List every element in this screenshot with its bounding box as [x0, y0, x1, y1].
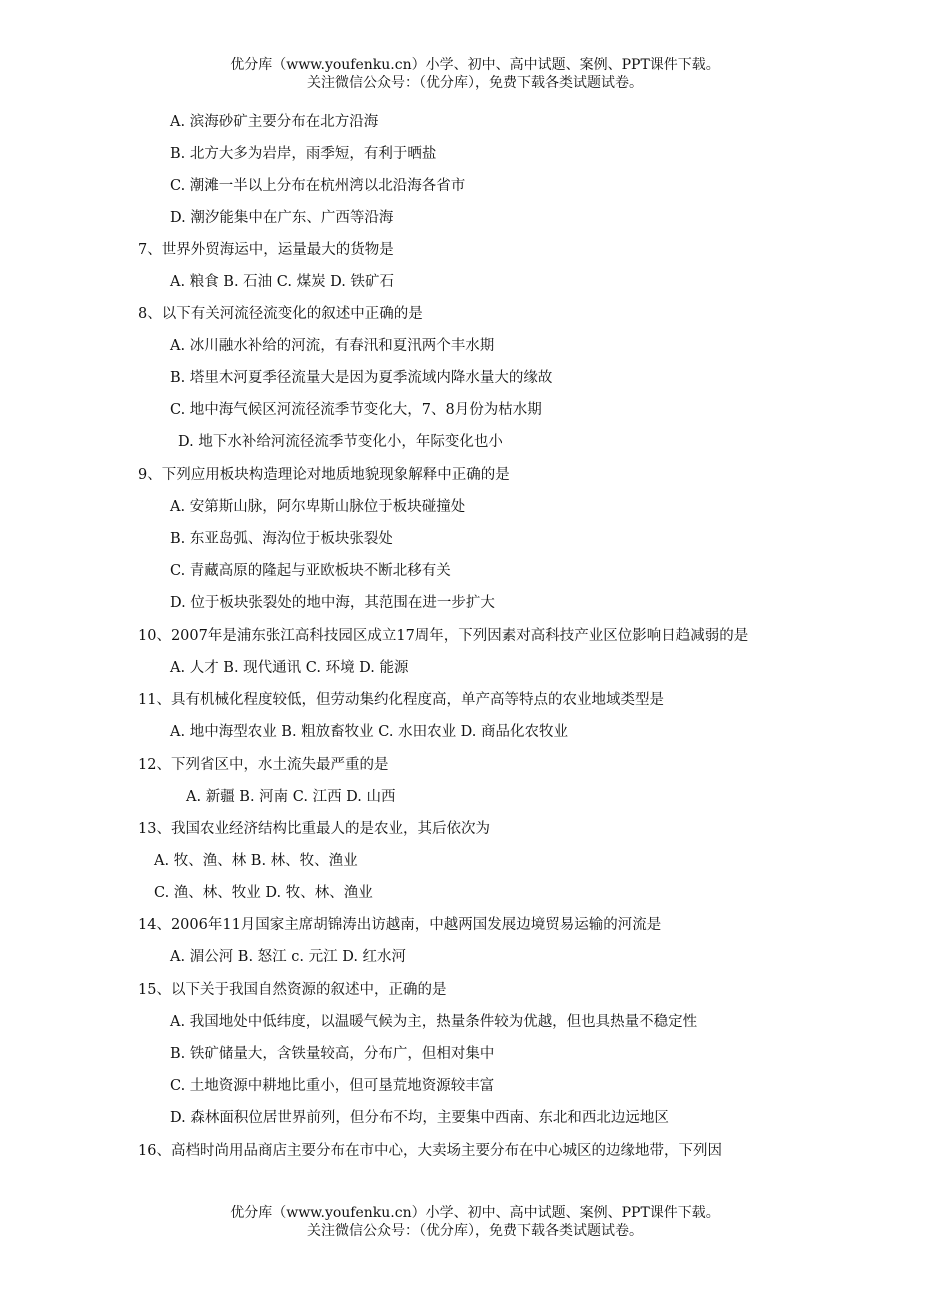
question-10-options: A. 人才 B. 现代通讯 C. 环境 D. 能源 — [170, 660, 409, 676]
option-line: A. 冰川融水补给的河流，有春汛和夏汛两个丰水期 — [170, 338, 495, 354]
option-line: B. 北方大多为岩岸，雨季短，有利于晒盐 — [170, 146, 437, 162]
question-9: 9、下列应用板块构造理论对地质地貌现象解释中正确的是 — [138, 467, 510, 483]
question-13: 13、我国农业经济结构比重最人的是农业，其后依次为 — [138, 821, 490, 837]
question-8: 8、以下有关河流径流变化的叙述中正确的是 — [138, 306, 423, 322]
option-line: B. 塔里木河夏季径流量大是因为夏季流域内降水量大的缘故 — [170, 370, 553, 386]
option-line: D. 位于板块张裂处的地中海，其范围在进一步扩大 — [170, 595, 495, 611]
question-16: 16、高档时尚用品商店主要分布在市中心，大卖场主要分布在中心城区的边缘地带，下列因 — [138, 1143, 722, 1159]
option-line: B. 铁矿储量大，含铁量较高，分布广，但相对集中 — [170, 1046, 495, 1062]
option-line: A. 安第斯山脉，阿尔卑斯山脉位于板块碰撞处 — [170, 499, 466, 515]
question-14-options: A. 湄公河 B. 怒江 c. 元江 D. 红水河 — [170, 949, 407, 965]
question-14: 14、2006年11月国家主席胡锦涛出访越南，中越两国发展边境贸易运输的河流是 — [138, 917, 662, 933]
question-12: 12、下列省区中，水土流失最严重的是 — [138, 757, 389, 773]
question-7: 7、世界外贸海运中，运量最大的货物是 — [138, 242, 394, 258]
footer-line-1: 优分库（www.youfenku.cn）小学、初中、高中试题、案例、PPT课件下载。 — [230, 1205, 720, 1221]
footer-line-2: 关注微信公众号：（优分库），免费下载各类试题试卷。 — [307, 1223, 643, 1239]
question-10: 10、2007年是浦东张江高科技园区成立17周年，下列因素对高科技产业区位影响日趋减弱的是 — [138, 628, 749, 644]
page-footer — [0, 1204, 950, 1240]
question-11: 11、具有机械化程度较低，但劳动集约化程度高，单产高等特点的农业地域类型是 — [138, 692, 664, 708]
header-line-1: 优分库（www.youfenku.cn）小学、初中、高中试题、案例、PPT课件下载。 — [230, 57, 720, 73]
option-line: D. 地下水补给河流径流季节变化小，年际变化也小 — [178, 434, 503, 450]
option-line: D. 潮汐能集中在广东、广西等沿海 — [170, 210, 394, 226]
question-13-options-1: A. 牧、渔、林 B. 林、牧、渔业 — [154, 853, 358, 869]
header-line-2: 关注微信公众号：（优分库），免费下载各类试题试卷。 — [307, 75, 643, 91]
option-line: B. 东亚岛弧、海沟位于板块张裂处 — [170, 531, 393, 547]
question-13-options-2: C. 渔、林、牧业 D. 牧、林、渔业 — [154, 885, 373, 901]
option-line: A. 滨海砂矿主要分布在北方沿海 — [170, 114, 379, 130]
page-header — [0, 56, 950, 92]
option-line: C. 地中海气候区河流径流季节变化大，7、8月份为枯水期 — [170, 402, 542, 418]
question-7-options: A. 粮食 B. 石油 C. 煤炭 D. 铁矿石 — [170, 274, 395, 290]
option-line: D. 森林面积位居世界前列，但分布不均，主要集中西南、东北和西北边远地区 — [170, 1110, 669, 1126]
question-11-options: A. 地中海型农业 B. 粗放畜牧业 C. 水田农业 D. 商品化农牧业 — [170, 724, 569, 740]
question-12-options: A. 新疆 B. 河南 C. 江西 D. 山西 — [186, 789, 396, 805]
option-line: A. 我国地处中低纬度，以温暖气候为主，热量条件较为优越，但也具热量不稳定性 — [170, 1014, 698, 1030]
question-15: 15、以下关于我国自然资源的叙述中，正确的是 — [138, 982, 447, 998]
option-line: C. 潮滩一半以上分布在杭州湾以北沿海各省市 — [170, 178, 466, 194]
option-line: C. 青藏高原的隆起与亚欧板块不断北移有关 — [170, 563, 451, 579]
option-line: C. 土地资源中耕地比重小，但可垦荒地资源较丰富 — [170, 1078, 495, 1094]
